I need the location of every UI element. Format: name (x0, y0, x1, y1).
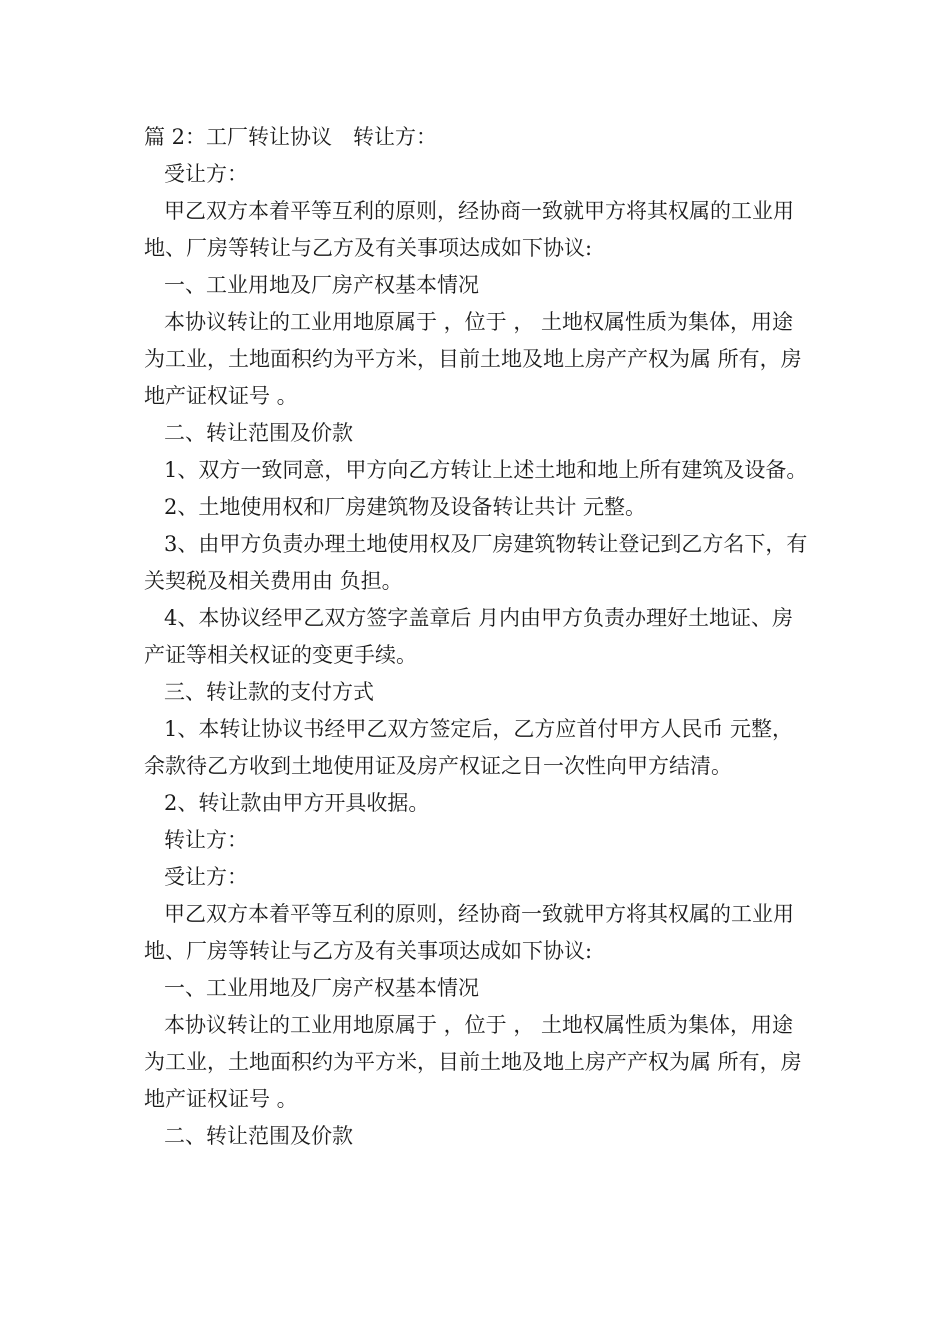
paragraph-preamble-1: 甲乙双方本着平等互利的原则，经协商一致就甲方将其权属的工业用地、厂房等转让与乙方及有关事项达成如下协议: (144, 199, 794, 260)
document-body (144, 119, 814, 1155)
paragraph-transferee-1: 受让方： (164, 162, 248, 186)
section-title-2-repeat: 二、转让范围及价款 (164, 1124, 353, 1148)
section-title-2: 二、转让范围及价款 (164, 421, 353, 445)
clause-3-1: 1、本转让协议书经甲乙双方签定后，乙方应首付甲方人民币 元整，余款待乙方收到土地使用证及房产权证之日一次性向甲方结清。 (144, 717, 794, 778)
section-title-1-repeat: 一、工业用地及厂房产权基本情况 (164, 976, 479, 1000)
clause-2-3: 3、由甲方负责办理土地使用权及厂房建筑物转让登记到乙方名下，有关契税及相关费用由 负担。 (144, 532, 808, 593)
paragraph-land-info-1: 本协议转让的工业用地原属于 ，位于 ， 土地权属性质为集体，用途为工业，土地面积约为平方米，目前土地及地上房产产权为属 所有，房地产证权证号 。 (144, 310, 802, 408)
paragraph-heading: 篇 2：工厂转让协议 转让方： (144, 125, 438, 149)
paragraph-transferee-2: 受让方： (164, 865, 248, 889)
paragraph-land-info-2: 本协议转让的工业用地原属于 ，位于 ， 土地权属性质为集体，用途为工业，土地面积约为平方米，目前土地及地上房产产权为属 所有，房地产证权证号 。 (144, 1013, 802, 1111)
clause-2-2: 2、土地使用权和厂房建筑物及设备转让共计 元整。 (164, 495, 647, 519)
paragraph-transferor: 转让方： (164, 828, 248, 852)
clause-3-2: 2、转让款由甲方开具收据。 (164, 791, 430, 815)
clause-2-1: 1、双方一致同意，甲方向乙方转让上述土地和地上所有建筑及设备。 (164, 458, 808, 482)
section-title-1: 一、工业用地及厂房产权基本情况 (164, 273, 479, 297)
paragraph-preamble-2: 甲乙双方本着平等互利的原则，经协商一致就甲方将其权属的工业用地、厂房等转让与乙方及有关事项达成如下协议: (144, 902, 794, 963)
clause-2-4: 4、本协议经甲乙双方签字盖章后 月内由甲方负责办理好土地证、房产证等相关权证的变更手续。 (144, 606, 794, 667)
section-title-3: 三、转让款的支付方式 (164, 680, 374, 704)
